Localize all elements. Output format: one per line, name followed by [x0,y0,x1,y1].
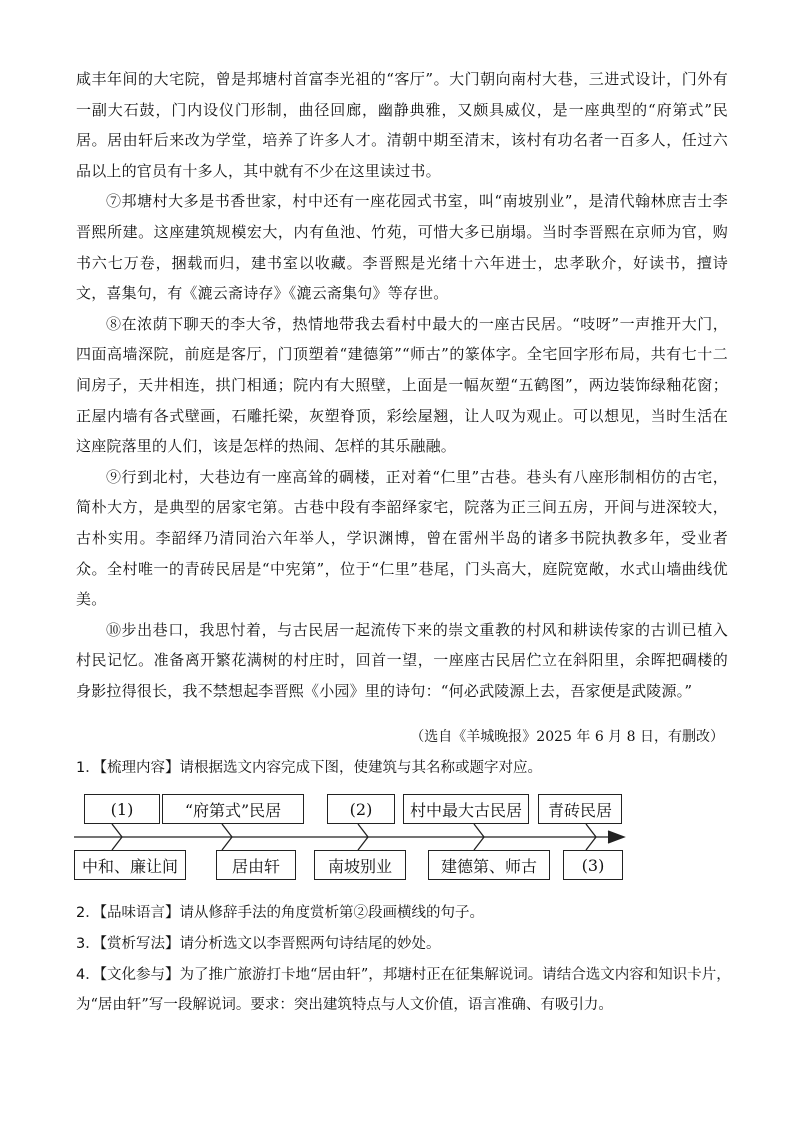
question-4 [76,960,736,1020]
paragraph-8: ⑧在浓荫下聊天的李大爷，热情地带我去看村中最大的一座古民居。“吱呀”一声推开大门，四面高墙深院，前庭是客厅，门顶塑着“建德第”“师古”的篆体字。全宅回字形布局，共有七十二间房子，天井相连，拱门相通；院内有大照壁，上面是一幅灰塑“五鹤图”，两边装饰绿釉花窗；正屋内墙有各式壁画，石雕托梁，灰塑脊顶，彩绘屋翘，让人叹为观止。可以想见，当时生活在这座院落里的人们，该是怎样的热闹、怎样的其乐融融。 [76,314,728,456]
question-tag: 【梳理内容】 [99,760,180,776]
diagram-top-box-2: “府第式”民居 [162,794,304,824]
diagram-top-box-1: (1) [84,794,160,824]
question-number: 1． [76,760,100,776]
question-number: 2． [76,905,100,921]
building-name-diagram [72,790,642,890]
paragraph-9: ⑨行到北村，大巷边有一座高耸的碉楼，正对着“仁里”古巷。巷头有八座形制相仿的古宅，简朴大方，是典型的居家宅第。古巷中段有李韶绎家宅，院落为正三间五房，开间与进深较大，古朴实用。李韶绎乃清同治六年举人，学识渊博，曾在雷州半岛的诸多书院执教多年，受业者众。全村唯一的青砖民居是“中宪第”，位于“仁里”巷尾，门头高大，庭院宽敞，水式山墙曲线优美。 [76,467,728,609]
question-text: 请从修辞手法的角度赏析第②段画横线的句子。 [179,905,484,921]
question-text: 为了推广旅游打卡地“居由轩”，邦塘村正在征集解说词。请结合选文内容和知识卡片，为“居由轩”写一段解说词。要求：突出建筑特点与人文价值，语言准确、有吸引力。 [76,967,731,1013]
question-tag: 【品味语言】 [99,905,180,921]
diagram-bottom-box-3: 南坡别业 [314,850,406,880]
paragraph-6-continued: 咸丰年间的大宅院，曾是邦塘村首富李光祖的“客厅”。大门朝向南村大巷，三进式设计，门外有一副大石鼓，门内设仪门形制，曲径回廊，幽静典雅，又颇具威仪，是一座典型的“府第式”民居。居由轩后来改为学堂，培养了许多人才。清朝中期至清末，该村有功名者一百多人，任过六品以上的官员有十多人，其中就有不少在这里读过书。 [76,70,728,180]
diagram-bottom-box-2: 居由轩 [216,850,296,880]
diagram-top-box-4: 村中最大古民居 [403,794,529,824]
diagram-bottom-box-5: (3) [563,850,623,880]
question-tag: 【赏析写法】 [99,936,180,952]
question-text: 请根据选文内容完成下图，使建筑与其名称或题字对应。 [179,760,542,776]
question-number: 3． [76,936,100,952]
diagram-bottom-box-4: 建德第、师古 [428,850,550,880]
question-2 [76,898,736,928]
source-citation: （选自《羊城晚报》2025 年 6 月 8 日，有删改） [410,729,724,745]
diagram-top-box-5: 青砖民居 [538,794,622,824]
question-number: 4． [76,967,100,983]
reading-passage [76,64,728,706]
paragraph-10: ⑩步出巷口，我思忖着，与古民居一起流传下来的崇文重教的村风和耕读传家的古训已植入村民记忆。准备离开繁花满树的村庄时，回首一望，一座座古民居伫立在斜阳里，余晖把碉楼的身影拉得很长，我不禁想起李晋熙《小园》里的诗句：“何必武陵源上去，吾家便是武陵源。” [76,620,728,700]
question-1 [76,753,736,783]
question-tag: 【文化参与】 [99,967,180,983]
question-text: 请分析选文以李晋熙两句诗结尾的妙处。 [179,936,441,952]
diagram-bottom-box-1: 中和、廉让间 [74,850,186,880]
diagram-top-box-3: (2) [327,794,395,824]
question-3 [76,929,736,959]
paragraph-7: ⑦邦塘村大多是书香世家，村中还有一座花园式书室，叫“南坡别业”，是清代翰林庶吉士李晋熙所建。这座建筑规模宏大，内有鱼池、竹苑，可惜大多已崩塌。当时李晋熙在京师为官，购书六七万卷，捆载而归，建书室以收藏。李晋熙是光绪十六年进士，忠孝耿介，好读书，擅诗文，喜集句，有《漉云斋诗存》《漉云斋集句》等存世。 [76,192,728,303]
